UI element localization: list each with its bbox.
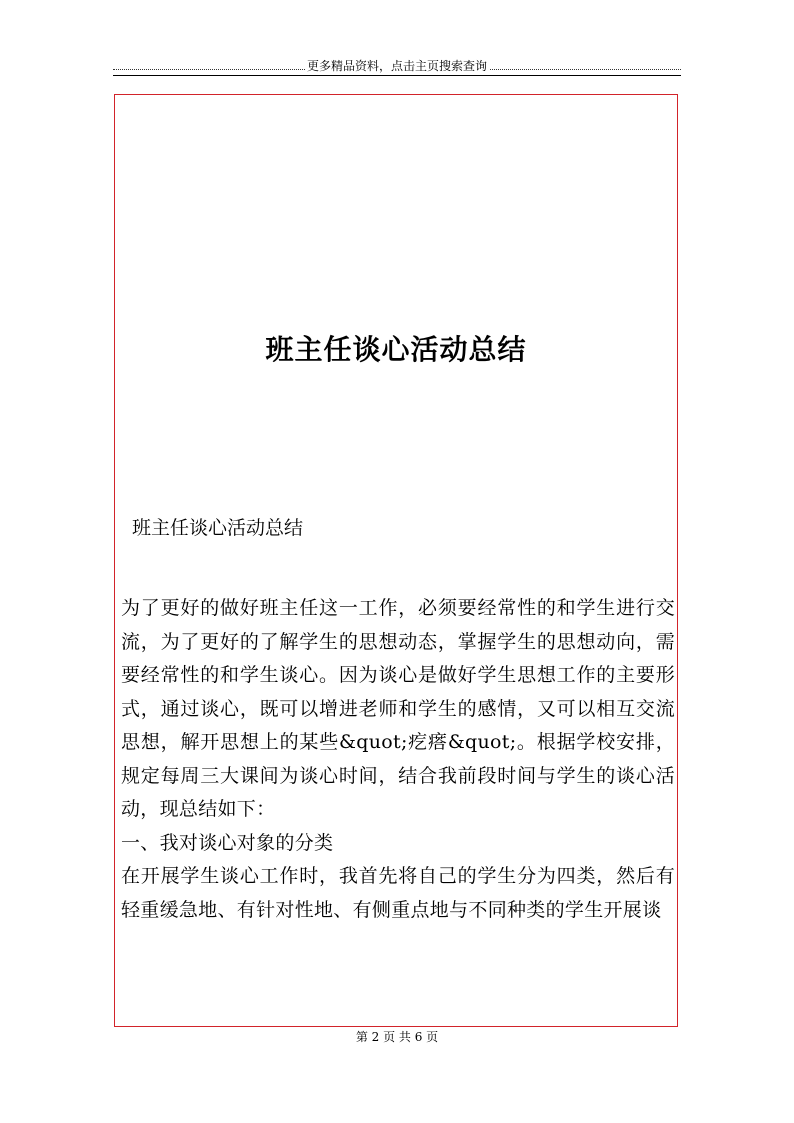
header-text: 更多精品资料，点击主页搜索查询 [306,59,487,73]
section-heading: 一、我对谈心对象的分类 [121,831,334,854]
page-header [113,57,681,77]
header-rule [113,75,681,76]
document-body [121,592,675,927]
page-footer: 第 2 页 共 6 页 [355,1030,439,1044]
body-paragraph: 为了更好的做好班主任这一工作，必须要经常性的和学生进行交流，为了更好的了解学生的思想动态，掌握学生的思想动向，需要经常性的和学生谈心。因为谈心是做好学生思想工作的主要形式，通过谈心，既可以增进老师和学生的感情，又可以相互交流思想，解开思想上的某些&quot;疙瘩&quot;。根据学校安排，规定每周三大课间为谈心时间，结合我前段时间与学生的谈心活动，现总结如下： [121,597,675,820]
document-subtitle: 班主任谈心活动总结 [132,517,304,539]
header-caption [113,59,681,73]
document-title: 班主任谈心活动总结 [265,333,527,366]
body-paragraph: 在开展学生谈心工作时，我首先将自己的学生分为四类，然后有轻重缓急地、有针对性地、有侧重点地与不同种类的学生开展谈 [121,865,675,921]
